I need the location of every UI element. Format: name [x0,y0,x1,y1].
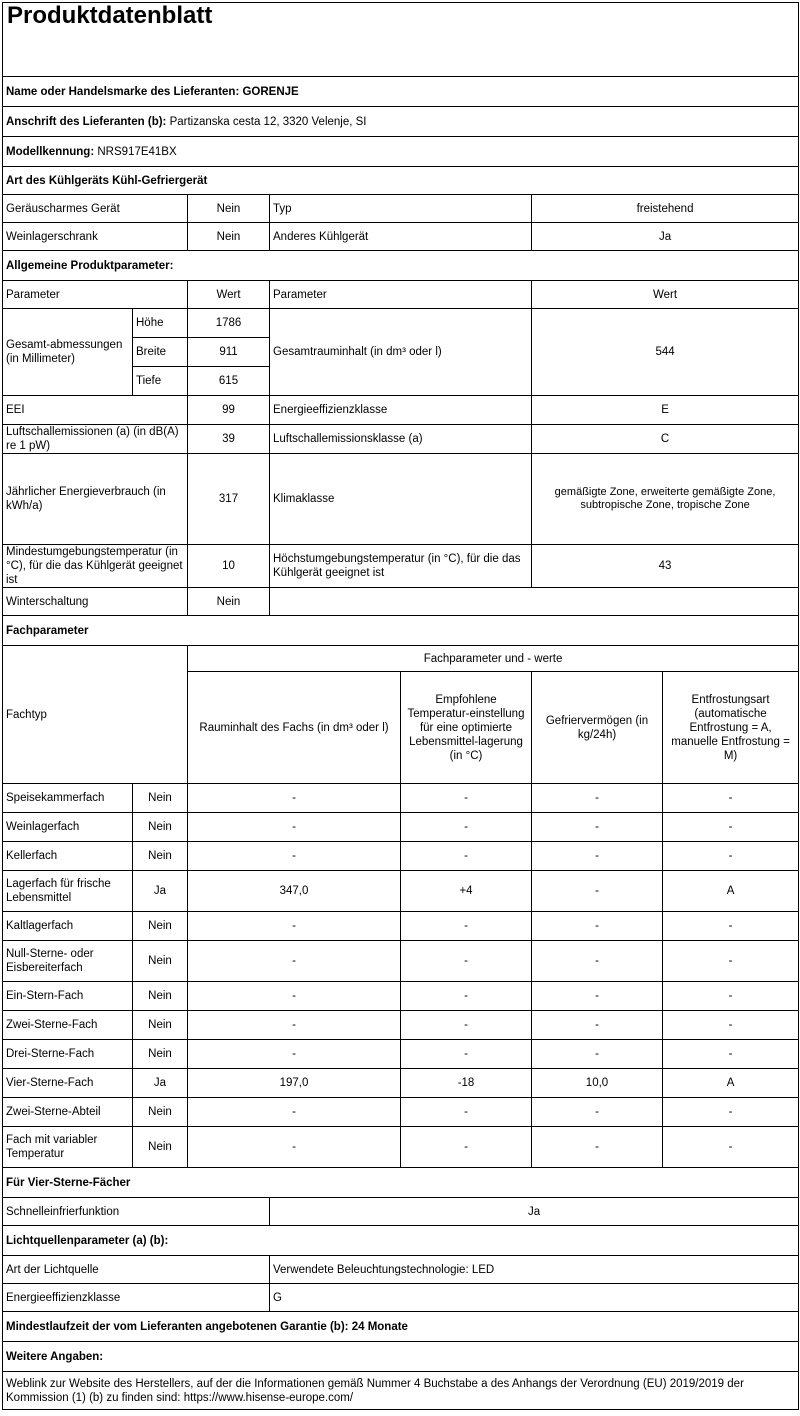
quick-freeze-label: Schnelleinfrierfunktion [3,1198,270,1226]
compartment-name: Kellerfach [3,842,133,871]
compartment-defrost: - [663,1127,799,1168]
compartment-row [3,1069,799,1098]
address-label: Anschrift des Lieferanten (b): [6,115,167,128]
supplier-row [3,77,799,107]
compartment-freeze: - [532,1040,663,1069]
compartment-present: Nein [133,982,188,1011]
compartment-defrost: - [663,842,799,871]
address-value: Partizanska cesta 12, 3320 Velenje, SI [169,115,367,128]
compartment-row [3,941,799,982]
compartment-temp: - [401,1098,532,1127]
compartment-freeze: - [532,1098,663,1127]
compartment-volume: - [188,1011,401,1040]
compartment-temp: +4 [401,871,532,912]
light-source-header: Lichtquellenparameter (a) (b): [3,1226,799,1256]
winter-switch-value: Nein [188,588,270,616]
compartment-present: Nein [133,1040,188,1069]
empty-cell [270,588,799,616]
warranty-value: 24 Monate [351,1320,408,1333]
noise-class-label: Luftschallemissionsklasse (a) [270,425,532,454]
compartment-freeze: - [532,1011,663,1040]
energy-class-label: Energieeffizienzklasse [270,396,532,425]
compartment-present: Nein [133,1011,188,1040]
compartment-freeze: - [532,871,663,912]
general-parameters-header: Allgemeine Produktparameter: [3,251,799,281]
compartment-temp: - [401,1127,532,1168]
light-type-label: Art der Lichtquelle [3,1256,270,1284]
warranty-label: Mindestlaufzeit der vom Lieferanten angebotenen Garantie (b): [6,1320,349,1333]
low-noise-label: Geräuscharmes Gerät [3,195,188,223]
compartment-volume: - [188,813,401,842]
compartment-row [3,842,799,871]
product-data-sheet [0,2,800,1416]
warranty-row [3,1312,799,1342]
compartment-defrost: - [663,784,799,813]
type-label: Typ [270,195,532,223]
noise-label: Luftschallemissionen (a) (in dB(A) re 1 pW) [3,425,188,454]
compartment-name: Vier-Sterne-Fach [3,1069,133,1098]
value-col-header-2: Wert [532,281,799,309]
compartment-defrost: - [663,982,799,1011]
compartment-name: Speisekammerfach [3,784,133,813]
compartment-present: Nein [133,1127,188,1168]
light-class-label: Energieeffizienzklasse [3,1284,270,1312]
compartment-freeze: - [532,941,663,982]
datasheet-table [2,2,799,1410]
col-defrost-header: Entfrostungsart (automatische Entfrostung = A, manuelle Entfrostung = M) [663,672,799,784]
compartment-temp: - [401,982,532,1011]
value-col-header: Wert [188,281,270,309]
compartment-volume: - [188,784,401,813]
param-col-header: Parameter [3,281,188,309]
compartment-temp: - [401,941,532,982]
compartment-header: Fachparameter [3,616,799,646]
compartment-present: Nein [133,1098,188,1127]
page-title: Produktdatenblatt [3,3,799,77]
compartment-present: Nein [133,912,188,941]
compartment-present: Nein [133,784,188,813]
compartment-type-label: Fachtyp [3,646,188,784]
compartment-volume: - [188,982,401,1011]
quick-freeze-value: Ja [270,1198,799,1226]
volume-value: 544 [532,309,799,396]
compartment-temp: -18 [401,1069,532,1098]
compartment-name: Fach mit variabler Temperatur [3,1127,133,1168]
compartment-defrost: A [663,1069,799,1098]
more-info-header: Weitere Angaben: [3,1342,799,1372]
compartment-name: Null-Sterne- oder Eisbereiterfach [3,941,133,982]
compartment-name: Zwei-Sterne-Fach [3,1011,133,1040]
other-appliance-label: Anderes Kühlgerät [270,223,532,251]
compartment-name: Kaltlagerfach [3,912,133,941]
compartment-defrost: - [663,912,799,941]
compartment-freeze: 10,0 [532,1069,663,1098]
compartment-group-label: Fachparameter und - werte [188,646,799,672]
compartment-row [3,871,799,912]
other-appliance-value: Ja [532,223,799,251]
wine-cabinet-label: Weinlagerschrank [3,223,188,251]
compartment-temp: - [401,912,532,941]
compartment-row [3,912,799,941]
compartment-volume: - [188,1098,401,1127]
compartment-temp: - [401,813,532,842]
appliance-type: Art des Kühlgeräts Kühl-Gefriergerät [3,167,799,195]
height-value: 1786 [188,309,270,338]
depth-label: Tiefe [133,367,188,396]
compartment-freeze: - [532,912,663,941]
compartment-freeze: - [532,813,663,842]
max-temp-value: 43 [532,545,799,588]
depth-value: 615 [188,367,270,396]
compartment-defrost: - [663,1040,799,1069]
width-value: 911 [188,338,270,367]
min-temp-label: Mindestumgebungstemperatur (in °C), für die das Kühlgerät geeignet ist [3,545,188,588]
max-temp-label: Höchstumgebungstemperatur (in °C), für die das Kühlgerät geeignet ist [270,545,532,588]
compartment-freeze: - [532,982,663,1011]
model-value: NRS917E41BX [97,145,177,158]
model-row [3,137,799,167]
col-freeze-header: Gefriervermögen (in kg/24h) [532,672,663,784]
compartment-volume: - [188,941,401,982]
supplier-label: Name oder Handelsmarke des Lieferanten: [6,85,240,98]
eei-label: EEI [3,396,188,425]
low-noise-value: Nein [188,195,270,223]
compartment-defrost: - [663,941,799,982]
width-label: Breite [133,338,188,367]
compartment-present: Nein [133,813,188,842]
address-row [3,107,799,137]
compartment-volume: - [188,1040,401,1069]
compartment-freeze: - [532,784,663,813]
compartment-temp: - [401,1011,532,1040]
noise-value: 39 [188,425,270,454]
winter-switch-label: Winterschaltung [3,588,188,616]
eei-value: 99 [188,396,270,425]
compartment-freeze: - [532,1127,663,1168]
compartment-defrost: - [663,1011,799,1040]
compartment-defrost: - [663,813,799,842]
compartment-name: Weinlagerfach [3,813,133,842]
compartment-present: Ja [133,1069,188,1098]
wine-cabinet-value: Nein [188,223,270,251]
compartment-freeze: - [532,842,663,871]
compartment-temp: - [401,784,532,813]
compartment-name: Ein-Stern-Fach [3,982,133,1011]
min-temp-value: 10 [188,545,270,588]
light-type-value: Verwendete Beleuchtungstechnologie: LED [270,1256,799,1284]
compartment-row [3,982,799,1011]
compartment-rows [3,784,799,1168]
compartment-row [3,1098,799,1127]
compartment-present: Nein [133,941,188,982]
energy-class-value: E [532,396,799,425]
model-label: Modellkennung: [6,145,95,158]
compartment-temp: - [401,842,532,871]
four-star-header: Für Vier-Sterne-Fächer [3,1168,799,1198]
supplier-value: GORENJE [242,85,299,98]
compartment-name: Zwei-Sterne-Abteil [3,1098,133,1127]
compartment-temp: - [401,1040,532,1069]
compartment-volume: 347,0 [188,871,401,912]
climate-class-label: Klimaklasse [270,454,532,545]
volume-label: Gesamtrauminhalt (in dm³ oder l) [270,309,532,396]
col-temp-header: Empfohlene Temperatur-einstellung für eine optimierte Lebensmittel-lagerung (in °C) [401,672,532,784]
compartment-present: Ja [133,871,188,912]
compartment-row [3,1040,799,1069]
param-col-header-2: Parameter [270,281,532,309]
col-volume-header: Rauminhalt des Fachs (in dm³ oder l) [188,672,401,784]
compartment-row [3,1011,799,1040]
weblink-url[interactable]: https://www.hisense-europe.com/ [183,1391,354,1404]
compartment-name: Drei-Sterne-Fach [3,1040,133,1069]
compartment-name: Lagerfach für frische Lebensmittel [3,871,133,912]
light-class-value: G [270,1284,799,1312]
dimensions-label: Gesamt-abmessungen (in Millimeter) [3,309,133,396]
compartment-row [3,1127,799,1168]
compartment-volume: - [188,1127,401,1168]
type-value: freistehend [532,195,799,223]
compartment-volume: - [188,912,401,941]
noise-class-value: C [532,425,799,454]
height-label: Höhe [133,309,188,338]
compartment-defrost: A [663,871,799,912]
compartment-defrost: - [663,1098,799,1127]
energy-consumption-label: Jährlicher Energieverbrauch (in kWh/a) [3,454,188,545]
compartment-row [3,813,799,842]
compartment-volume: 197,0 [188,1069,401,1098]
compartment-row [3,784,799,813]
climate-class-value: gemäßigte Zone, erweiterte gemäßigte Zone, subtropische Zone, tropische Zone [532,454,799,545]
compartment-present: Nein [133,842,188,871]
energy-consumption-value: 317 [188,454,270,545]
weblink-text: Weblink zur Website des Herstellers, auf der die Informationen gemäß Nummer 4 Buchstabe a des Anhangs der Verordnung (EU) 2019/2019 der Kommission (1) (b) zu finden sind: [6,1377,744,1404]
compartment-volume: - [188,842,401,871]
weblink-row [3,1372,799,1410]
